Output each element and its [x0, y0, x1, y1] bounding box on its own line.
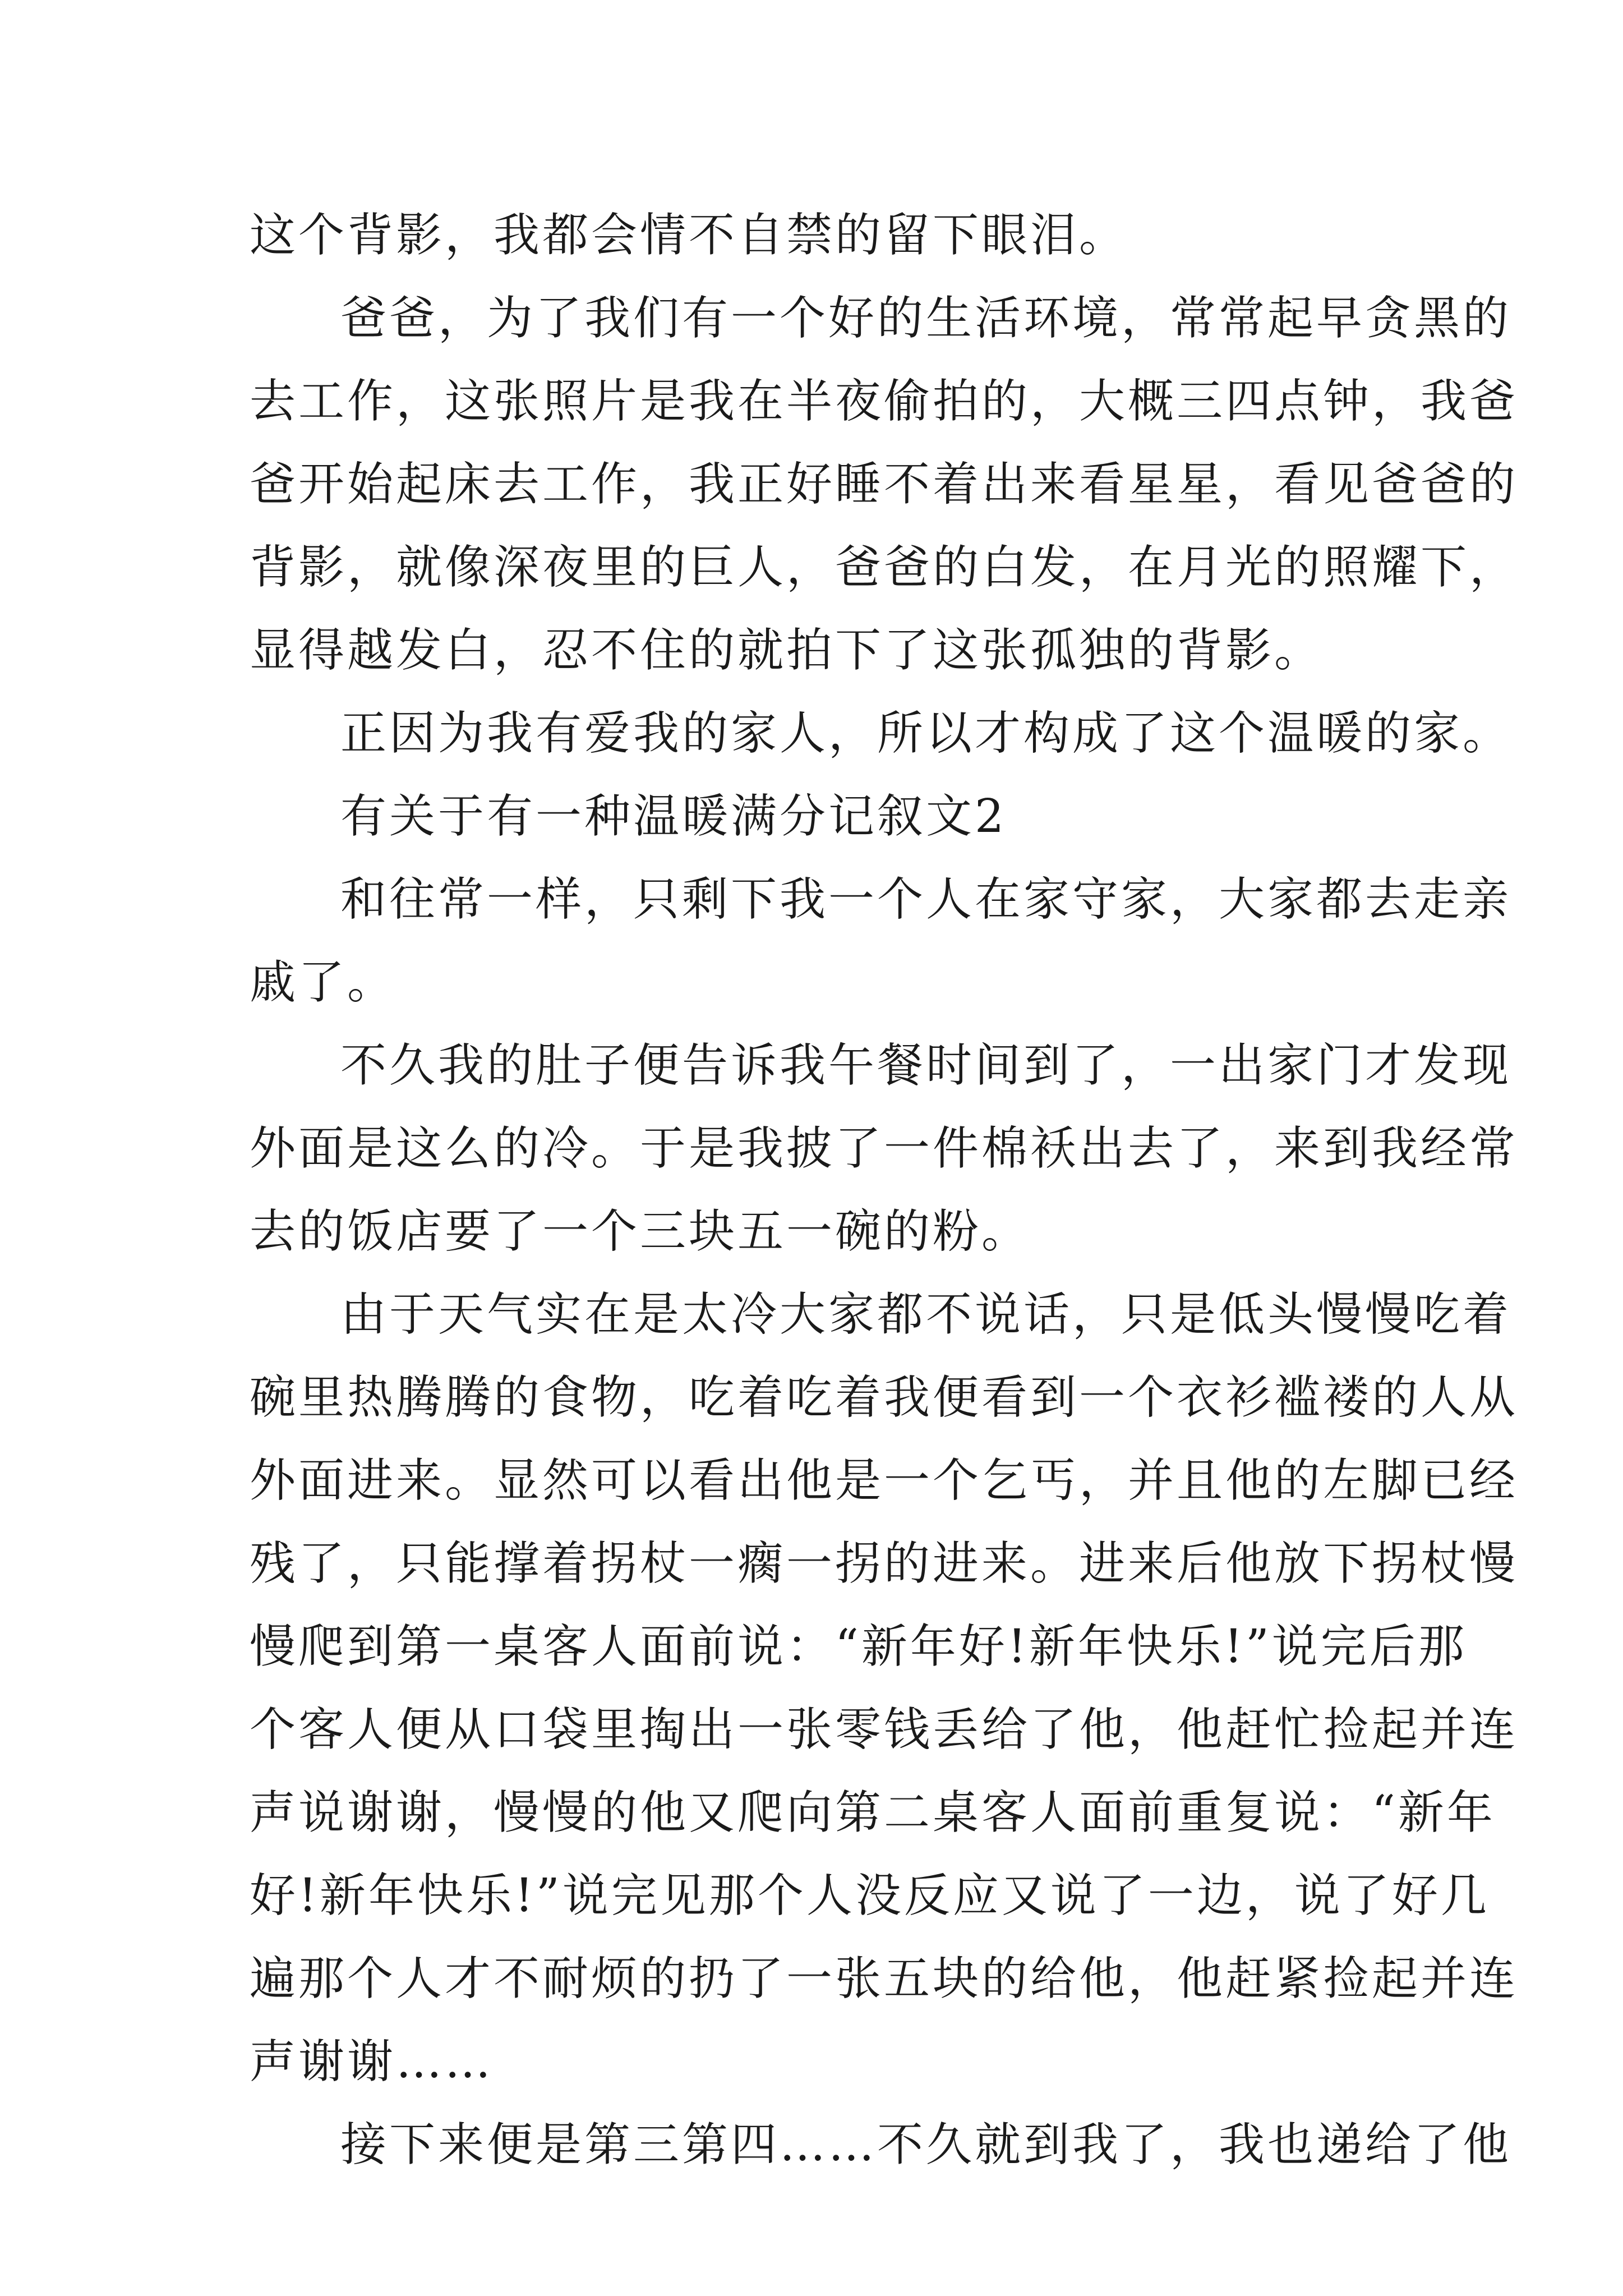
text-line: 去工作，这张照片是我在半夜偷拍的，大概三四点钟，我爸 [250, 375, 1519, 428]
text-line: 和往常一样，只剩下我一个人在家守家，大家都去走亲 [340, 873, 1512, 926]
text-line: 接下来便是第三第四……不久就到我了，我也递给了他 [340, 2118, 1512, 2171]
text-line: 显得越发白，忍不住的就拍下了这张孤独的背影。 [250, 624, 1324, 677]
text-line: 慢爬到第一桌客人面前说：“新年好!新年快乐!”说完后那 [250, 1620, 1467, 1673]
text-line: 正因为我有爱我的家人，所以才构成了这个温暖的家。 [340, 707, 1512, 760]
text-line: 爸爸，为了我们有一个好的生活环境，常常起早贪黑的 [340, 292, 1512, 345]
text-line: 戚了。 [250, 956, 396, 1009]
text-line: 残了，只能撑着拐杖一瘸一拐的进来。进来后他放下拐杖慢 [250, 1537, 1519, 1590]
text-line: 好!新年快乐!”说完见那个人没反应又说了一边，说了好几 [250, 1869, 1490, 1922]
text-line: 遍那个人才不耐烦的扔了一张五块的给他，他赶紧捡起并连 [250, 1952, 1519, 2005]
text-line: 个客人便从口袋里掏出一张零钱丢给了他，他赶忙捡起并连 [250, 1703, 1519, 1756]
text-line: 去的饭店要了一个三块五一碗的粉。 [250, 1205, 1031, 1258]
text-line: 外面进来。显然可以看出他是一个乞丐，并且他的左脚已经 [250, 1454, 1519, 1507]
text-line: 碗里热腾腾的食物，吃着吃着我便看到一个衣衫褴褛的人从 [250, 1371, 1519, 1424]
text-line: 爸开始起床去工作，我正好睡不着出来看星星，看见爸爸的 [250, 458, 1519, 511]
text-line: 背影，就像深夜里的巨人，爸爸的白发，在月光的照耀下， [250, 541, 1519, 594]
text-line: 由于天气实在是太冷大家都不说话，只是低头慢慢吃着 [340, 1288, 1512, 1341]
text-line: 声说谢谢，慢慢的他又爬向第二桌客人面前重复说：“新年 [250, 1786, 1496, 1839]
text-line: 外面是这么的冷。于是我披了一件棉袄出去了，来到我经常 [250, 1122, 1519, 1175]
text-line: 这个背影，我都会情不自禁的留下眼泪。 [250, 209, 1128, 262]
text-line: 声谢谢…… [250, 2035, 494, 2088]
text-line: 不久我的肚子便告诉我午餐时间到了，一出家门才发现 [340, 1039, 1512, 1092]
section-heading: 有关于有一种温暖满分记叙文2 [340, 790, 1007, 843]
